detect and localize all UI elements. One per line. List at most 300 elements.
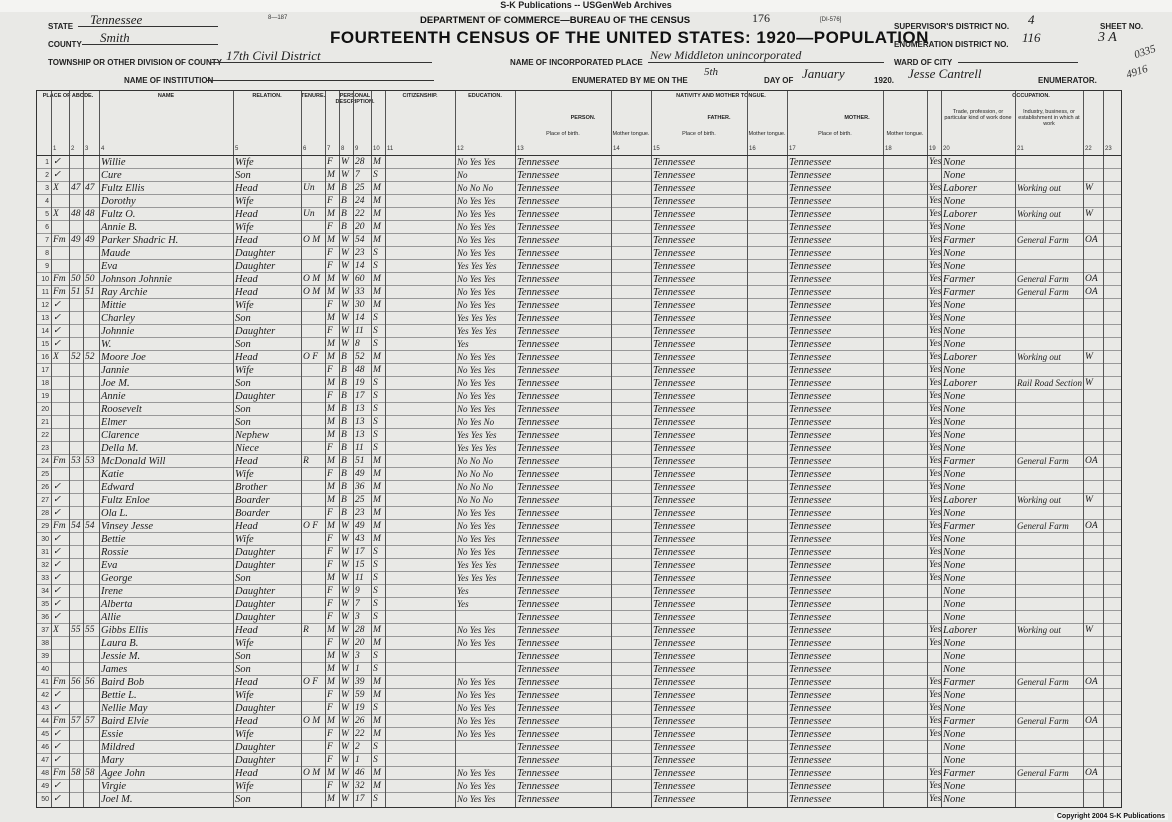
occupation-column-label: Trade, profession, or particular kind of work done bbox=[944, 109, 1012, 121]
cell-eng: Yes bbox=[929, 534, 942, 544]
cell-ten: R bbox=[303, 456, 309, 466]
ward-line bbox=[958, 50, 1078, 63]
cell-sex: M bbox=[327, 274, 335, 284]
column-divider bbox=[301, 91, 302, 807]
column-divider bbox=[51, 91, 52, 807]
row-number: 26 bbox=[41, 484, 49, 491]
cell-race: B bbox=[341, 365, 347, 375]
cell-sex: M bbox=[327, 170, 335, 180]
cell-ed: No bbox=[457, 170, 468, 180]
cell-race: B bbox=[341, 222, 347, 232]
table-row bbox=[37, 584, 1121, 598]
cell-sex: F bbox=[327, 560, 333, 570]
cell-fam: 52 bbox=[85, 352, 95, 362]
cell-race: W bbox=[341, 638, 349, 648]
cell-race: W bbox=[341, 781, 349, 791]
cell-name: Annie bbox=[101, 391, 126, 402]
cell-occ: None bbox=[943, 573, 966, 584]
cell-name: Bettie bbox=[101, 534, 126, 545]
cell-sex: M bbox=[327, 339, 335, 349]
cell-race: W bbox=[341, 521, 349, 531]
cell-name: James bbox=[101, 664, 128, 675]
cell-fpob: Tennessee bbox=[653, 495, 696, 506]
cell-sex: M bbox=[327, 430, 335, 440]
county-value: Smith bbox=[100, 30, 130, 45]
cell-race: W bbox=[341, 261, 349, 271]
row-number: 25 bbox=[41, 471, 49, 478]
cell-ed: No Yes Yes bbox=[457, 781, 496, 791]
cell-eng: Yes bbox=[929, 443, 942, 453]
cell-fpob: Tennessee bbox=[653, 625, 696, 636]
cell-rel: Nephew bbox=[235, 430, 269, 441]
column-divider bbox=[611, 91, 612, 807]
cell-eng: Yes bbox=[929, 352, 942, 362]
table-row bbox=[37, 779, 1121, 793]
cell-age: 25 bbox=[355, 495, 365, 505]
cell-mark: ✓ bbox=[53, 573, 61, 583]
cell-age: 49 bbox=[355, 469, 365, 479]
cell-occ: Farmer bbox=[943, 677, 976, 688]
cell-race: B bbox=[341, 209, 347, 219]
column-group-heading: CITIZENSHIP. bbox=[402, 93, 438, 99]
cell-fpob: Tennessee bbox=[653, 443, 696, 454]
cell-race: W bbox=[341, 612, 349, 622]
cell-pob: Tennessee bbox=[517, 365, 560, 376]
cell-ms: S bbox=[373, 612, 378, 622]
cell-fpob: Tennessee bbox=[653, 742, 696, 753]
cell-mark: ✓ bbox=[53, 560, 61, 570]
cell-mpob: Tennessee bbox=[789, 339, 832, 350]
cell-cls bbox=[1085, 793, 1102, 806]
cell-name: Maude bbox=[101, 248, 131, 259]
cell-eng: Yes bbox=[929, 508, 942, 518]
cell-age: 9 bbox=[355, 586, 360, 596]
cell-mpob: Tennessee bbox=[789, 664, 832, 675]
cell-fam: 56 bbox=[85, 677, 95, 687]
cell-name: Parker Shadric H. bbox=[101, 235, 179, 246]
cell-rel: Wife bbox=[235, 469, 254, 480]
cell-name: Virgie bbox=[101, 781, 127, 792]
cell-fpob: Tennessee bbox=[653, 326, 696, 337]
cell-pob: Tennessee bbox=[517, 690, 560, 701]
cell-rel: Daughter bbox=[235, 248, 276, 259]
cell-age: 19 bbox=[355, 703, 365, 713]
cell-fpob: Tennessee bbox=[653, 170, 696, 181]
cell-mark: ✓ bbox=[53, 495, 61, 505]
cell-rel: Head bbox=[235, 625, 258, 636]
cell-name: Charley bbox=[101, 313, 135, 324]
cell-rel: Wife bbox=[235, 300, 254, 311]
cell-rel: Brother bbox=[235, 482, 268, 493]
cell-ms: M bbox=[373, 638, 381, 648]
nativity-column-label: Mother tongue. bbox=[748, 131, 786, 137]
page-stamp: 176 bbox=[752, 11, 770, 25]
cell-cls: OA bbox=[1085, 456, 1098, 466]
cell-occ: None bbox=[943, 547, 966, 558]
cell-mpob: Tennessee bbox=[789, 235, 832, 246]
cell-mark: X bbox=[53, 625, 59, 635]
cell-ms: M bbox=[373, 300, 381, 310]
row-number: 32 bbox=[41, 562, 49, 569]
cell-mark: X bbox=[53, 352, 59, 362]
table-row bbox=[37, 441, 1121, 455]
cell-race: W bbox=[341, 326, 349, 336]
cell-fpob: Tennessee bbox=[653, 183, 696, 194]
cell-age: 1 bbox=[355, 664, 360, 674]
cell-ed: No Yes Yes bbox=[457, 508, 496, 518]
cell-race: B bbox=[341, 417, 347, 427]
cell-age: 36 bbox=[355, 482, 365, 492]
cell-sex: F bbox=[327, 469, 333, 479]
cell-age: 39 bbox=[355, 677, 365, 687]
table-row bbox=[37, 727, 1121, 741]
cell-ed: No Yes Yes bbox=[457, 235, 496, 245]
cell-occ: None bbox=[943, 729, 966, 740]
cell-occ: None bbox=[943, 248, 966, 259]
cell-ed: No Yes Yes bbox=[457, 196, 496, 206]
cell-race: B bbox=[341, 482, 347, 492]
cell-rel: Wife bbox=[235, 157, 254, 168]
cell-ed: No Yes Yes bbox=[457, 365, 496, 375]
cell-ed: No Yes Yes bbox=[457, 794, 496, 804]
cell-eng: Yes bbox=[929, 716, 942, 726]
cell-ed: No Yes Yes bbox=[457, 768, 496, 778]
cell-cls: OA bbox=[1085, 235, 1098, 245]
nativity-column-label: Mother tongue. bbox=[612, 131, 650, 137]
cell-ms: S bbox=[373, 651, 378, 661]
cell-cls: W bbox=[1085, 495, 1093, 505]
cell-pob: Tennessee bbox=[517, 521, 560, 532]
cell-occ: None bbox=[943, 482, 966, 493]
cell-eng: Yes bbox=[929, 339, 942, 349]
cell-age: 8 bbox=[355, 339, 360, 349]
cell-cls: W bbox=[1085, 183, 1093, 193]
cell-rel: Wife bbox=[235, 365, 254, 376]
cell-mpob: Tennessee bbox=[789, 391, 832, 402]
cell-race: W bbox=[341, 547, 349, 557]
cell-age: 11 bbox=[355, 573, 364, 583]
cell-occ: Farmer bbox=[943, 716, 976, 727]
cell-race: B bbox=[341, 391, 347, 401]
cell-name: George bbox=[101, 573, 133, 584]
cell-rel: Daughter bbox=[235, 547, 276, 558]
cell-ms: M bbox=[373, 157, 381, 167]
cell-ed: No Yes Yes bbox=[457, 352, 496, 362]
cell-ed: No Yes Yes bbox=[457, 391, 496, 401]
cell-sex: M bbox=[327, 716, 335, 726]
cell-ind: General Farm bbox=[1017, 677, 1069, 687]
cell-pob: Tennessee bbox=[517, 742, 560, 753]
cell-age: 48 bbox=[355, 365, 365, 375]
cell-name: Moore Joe bbox=[101, 352, 146, 363]
cell-fam: 53 bbox=[85, 456, 95, 466]
cell-rel: Son bbox=[235, 573, 251, 584]
cell-sex: F bbox=[327, 443, 333, 453]
cell-mark: X bbox=[53, 183, 59, 193]
incorporated-label: NAME OF INCORPORATED PLACE bbox=[510, 58, 643, 67]
column-divider bbox=[883, 91, 884, 807]
table-row bbox=[37, 285, 1121, 299]
cell-ms: S bbox=[373, 378, 378, 388]
cell-cls: W bbox=[1085, 209, 1093, 219]
cell-eng: Yes bbox=[929, 794, 942, 804]
cell-sex: F bbox=[327, 365, 333, 375]
cell-rel: Wife bbox=[235, 690, 254, 701]
cell-name: Joel M. bbox=[101, 794, 133, 805]
cell-occ: None bbox=[943, 534, 966, 545]
cell-age: 13 bbox=[355, 404, 365, 414]
cell-occ: None bbox=[943, 742, 966, 753]
cell-rel: Wife bbox=[235, 534, 254, 545]
row-number: 38 bbox=[41, 640, 49, 647]
cell-ms: S bbox=[373, 339, 378, 349]
column-group-heading: NAME bbox=[157, 93, 175, 99]
row-number: 11 bbox=[41, 289, 49, 296]
cell-sex: F bbox=[327, 703, 333, 713]
cell-ed: No No No bbox=[457, 495, 494, 505]
cell-name: Joe M. bbox=[101, 378, 130, 389]
cell-rel: Daughter bbox=[235, 391, 276, 402]
cell-fpob: Tennessee bbox=[653, 781, 696, 792]
cell-eng: Yes bbox=[929, 313, 942, 323]
cell-name: Fultz O. bbox=[101, 209, 136, 220]
cell-sex: M bbox=[327, 404, 335, 414]
cell-age: 17 bbox=[355, 794, 365, 804]
cell-mark: ✓ bbox=[53, 534, 61, 544]
cell-ten: O M bbox=[303, 716, 321, 726]
cell-dw: 56 bbox=[71, 677, 81, 687]
day-of-label: DAY OF bbox=[764, 76, 794, 85]
cell-occ: Laborer bbox=[943, 209, 978, 220]
cell-race: W bbox=[341, 339, 349, 349]
cell-pob: Tennessee bbox=[517, 586, 560, 597]
cell-ms: S bbox=[373, 248, 378, 258]
cell-race: W bbox=[341, 235, 349, 245]
cell-ed: No Yes Yes bbox=[457, 222, 496, 232]
table-row bbox=[37, 740, 1121, 754]
cell-ed: No Yes Yes bbox=[457, 157, 496, 167]
cell-age: 22 bbox=[355, 209, 365, 219]
ward-label: WARD OF CITY bbox=[894, 58, 953, 67]
cell-sex: M bbox=[327, 495, 335, 505]
table-row bbox=[37, 753, 1121, 767]
cell-mpob: Tennessee bbox=[789, 716, 832, 727]
column-divider bbox=[1083, 91, 1084, 807]
cell-ed: No Yes Yes bbox=[457, 300, 496, 310]
table-row bbox=[37, 363, 1121, 377]
cell-eng: Yes bbox=[929, 235, 942, 245]
cell-rel: Son bbox=[235, 313, 251, 324]
cell-pob: Tennessee bbox=[517, 339, 560, 350]
table-row bbox=[37, 545, 1121, 559]
table-row bbox=[37, 766, 1121, 780]
department-title: DEPARTMENT OF COMMERCE—BUREAU OF THE CENSUS bbox=[420, 15, 691, 26]
supervisor-label: SUPERVISOR'S DISTRICT NO. bbox=[894, 22, 1010, 31]
cell-ms: M bbox=[373, 729, 381, 739]
cell-age: 19 bbox=[355, 378, 365, 388]
row-number: 3 bbox=[45, 185, 49, 192]
cell-rel: Daughter bbox=[235, 755, 276, 766]
cell-mark: Fm bbox=[53, 274, 66, 284]
cell-occ: None bbox=[943, 651, 966, 662]
cell-ms: S bbox=[373, 313, 378, 323]
cell-sex: F bbox=[327, 157, 333, 167]
cell-fpob: Tennessee bbox=[653, 534, 696, 545]
row-number: 1 bbox=[45, 159, 49, 166]
cell-occ: None bbox=[943, 157, 966, 168]
cell-ms: M bbox=[373, 534, 381, 544]
cell-eng: Yes bbox=[929, 768, 942, 778]
cell-ind: Working out bbox=[1017, 625, 1061, 635]
table-row bbox=[37, 337, 1121, 351]
cell-pob: Tennessee bbox=[517, 573, 560, 584]
cell-eng: Yes bbox=[929, 222, 942, 232]
cell-mark: ✓ bbox=[53, 326, 61, 336]
cell-sex: M bbox=[327, 794, 335, 804]
cell-rel: Head bbox=[235, 716, 258, 727]
cell-age: 11 bbox=[355, 326, 364, 336]
cell-fam: 57 bbox=[85, 716, 95, 726]
cell-ms: M bbox=[373, 781, 381, 791]
cell-sex: M bbox=[327, 677, 335, 687]
column-divider bbox=[941, 91, 942, 807]
cell-age: 1 bbox=[355, 755, 360, 765]
row-number: 4 bbox=[45, 198, 49, 205]
row-number: 24 bbox=[41, 458, 49, 465]
cell-race: W bbox=[341, 560, 349, 570]
cell-ms: S bbox=[373, 391, 378, 401]
cell-ed: No Yes Yes bbox=[457, 690, 496, 700]
cell-pob: Tennessee bbox=[517, 326, 560, 337]
table-row bbox=[37, 467, 1121, 481]
cell-name: Agee John bbox=[101, 768, 146, 779]
cell-eng: Yes bbox=[929, 703, 942, 713]
cell-fpob: Tennessee bbox=[653, 417, 696, 428]
cell-mpob: Tennessee bbox=[789, 521, 832, 532]
cell-age: 25 bbox=[355, 183, 365, 193]
cell-pob: Tennessee bbox=[517, 300, 560, 311]
cell-occ: None bbox=[943, 794, 966, 805]
row-number: 7 bbox=[45, 237, 49, 244]
cell-occ: Farmer bbox=[943, 274, 976, 285]
column-divider bbox=[233, 91, 234, 807]
cell-race: W bbox=[341, 313, 349, 323]
cell-rel: Son bbox=[235, 794, 251, 805]
row-number: 9 bbox=[45, 263, 49, 270]
cell-fam bbox=[85, 793, 98, 806]
cell-occ: None bbox=[943, 703, 966, 714]
cell-fpob: Tennessee bbox=[653, 755, 696, 766]
cell-pob: Tennessee bbox=[517, 456, 560, 467]
cell-name: Clarence bbox=[101, 430, 140, 441]
cell-mpob: Tennessee bbox=[789, 729, 832, 740]
table-row bbox=[37, 662, 1121, 676]
cell-occ: None bbox=[943, 391, 966, 402]
cell-pob: Tennessee bbox=[517, 781, 560, 792]
cell-age: 51 bbox=[355, 456, 365, 466]
column-divider bbox=[927, 91, 928, 807]
enumerator-label: ENUMERATOR. bbox=[1038, 76, 1097, 85]
cell-ind: General Farm bbox=[1017, 235, 1069, 245]
cell-ed: Yes Yes Yes bbox=[457, 573, 497, 583]
cell-mpob: Tennessee bbox=[789, 677, 832, 688]
cell-ms: S bbox=[373, 326, 378, 336]
nativity-subheading: FATHER. bbox=[707, 115, 731, 121]
occupation-column-label: Industry, business, or establishment in which at work bbox=[1018, 109, 1080, 127]
cell-name: Alberta bbox=[101, 599, 133, 610]
cell-rel: Son bbox=[235, 404, 251, 415]
cell-ed: No Yes Yes bbox=[457, 729, 496, 739]
cell-fpob: Tennessee bbox=[653, 248, 696, 259]
cell-ms: S bbox=[373, 443, 378, 453]
column-divider bbox=[1103, 91, 1104, 807]
cell-fpob: Tennessee bbox=[653, 547, 696, 558]
cell-fpob: Tennessee bbox=[653, 690, 696, 701]
cell-name: Elmer bbox=[101, 417, 127, 428]
row-number: 44 bbox=[41, 718, 49, 725]
cell-name: Gibbs Ellis bbox=[101, 625, 148, 636]
cell-ten: O M bbox=[303, 274, 321, 284]
cell-race: W bbox=[341, 794, 349, 804]
cell-name: Mary bbox=[101, 755, 124, 766]
cell-ind: General Farm bbox=[1017, 768, 1069, 778]
table-row bbox=[37, 220, 1121, 234]
cell-race: B bbox=[341, 443, 347, 453]
cell-occ: Farmer bbox=[943, 768, 976, 779]
enumerated-day: 5th bbox=[704, 66, 719, 78]
cell-race: W bbox=[341, 274, 349, 284]
cell-dw: 47 bbox=[71, 183, 81, 193]
cell-fpob: Tennessee bbox=[653, 586, 696, 597]
cell-occ: None bbox=[943, 300, 966, 311]
cell-age: 13 bbox=[355, 430, 365, 440]
cell-occ: None bbox=[943, 196, 966, 207]
cell-ten: O M bbox=[303, 768, 321, 778]
cell-ten: Un bbox=[303, 183, 315, 193]
cell-name: Annie B. bbox=[101, 222, 138, 233]
cell-ms: S bbox=[373, 404, 378, 414]
cell-ms: M bbox=[373, 235, 381, 245]
cell-race: W bbox=[341, 625, 349, 635]
cell-sex: M bbox=[327, 287, 335, 297]
cell-mark: ✓ bbox=[53, 170, 61, 180]
cell-sex: M bbox=[327, 235, 335, 245]
cell-mpob: Tennessee bbox=[789, 612, 832, 623]
cell-pob: Tennessee bbox=[517, 716, 560, 727]
cell-rel: Wife bbox=[235, 222, 254, 233]
cell-mpob: Tennessee bbox=[789, 417, 832, 428]
cell-eng: Yes bbox=[929, 547, 942, 557]
cell-sex: M bbox=[327, 573, 335, 583]
cell-rel: Head bbox=[235, 768, 258, 779]
cell-age: 43 bbox=[355, 534, 365, 544]
table-row bbox=[37, 324, 1121, 338]
cell-fpob: Tennessee bbox=[653, 261, 696, 272]
cell-dw: 58 bbox=[71, 768, 81, 778]
cell-rel: Wife bbox=[235, 196, 254, 207]
cell-mark: ✓ bbox=[53, 690, 61, 700]
cell-mpob: Tennessee bbox=[789, 508, 832, 519]
column-divider bbox=[1015, 91, 1016, 807]
cell-ed: No Yes Yes bbox=[457, 378, 496, 388]
cell-age: 32 bbox=[355, 781, 365, 791]
column-divider bbox=[651, 91, 652, 807]
column-number: 10 bbox=[373, 146, 380, 152]
cell-age: 2 bbox=[355, 742, 360, 752]
cell-eng: Yes bbox=[929, 183, 942, 193]
cell-race: W bbox=[341, 690, 349, 700]
cell-occ: Farmer bbox=[943, 287, 976, 298]
